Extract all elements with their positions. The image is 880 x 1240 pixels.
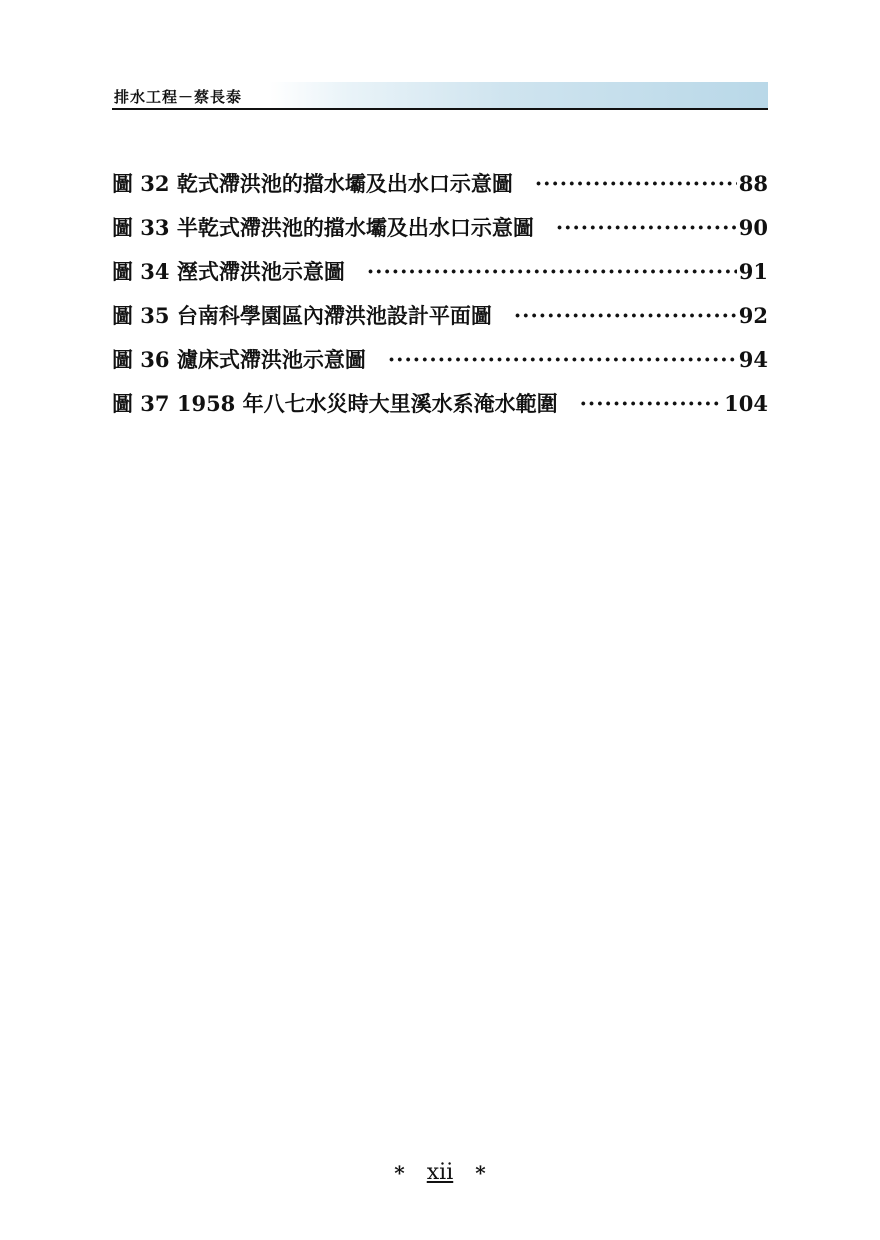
toc-entry-label: 圖 37 1958 年八七水災時大里溪水系淹水範圍 — [112, 391, 558, 416]
toc-entry-page: 92 — [738, 303, 768, 328]
leader-dots — [580, 391, 723, 416]
toc-entry[interactable] — [112, 344, 768, 388]
leader-dots — [367, 259, 737, 284]
toc-entry-label: 圖 34 溼式滯洪池示意圖 — [112, 259, 345, 284]
toc-entry-page: 88 — [738, 171, 768, 196]
footer-star-right: * — [475, 1160, 486, 1185]
toc-entry[interactable] — [112, 168, 768, 212]
leader-dots — [535, 171, 737, 196]
toc-entry-label: 圖 36 濾床式滯洪池示意圖 — [112, 347, 366, 372]
toc-entry[interactable] — [112, 212, 768, 256]
page-footer — [0, 1160, 880, 1185]
toc-entry-page: 90 — [738, 215, 768, 240]
toc-entry-label: 圖 33 半乾式滯洪池的擋水壩及出水口示意圖 — [112, 215, 534, 240]
running-header — [112, 82, 768, 110]
toc-entry[interactable] — [112, 300, 768, 344]
toc-entry[interactable] — [112, 256, 768, 300]
toc-entry-page: 104 — [724, 391, 768, 416]
toc-entry-label: 圖 35 台南科學園區內滯洪池設計平面圖 — [112, 303, 492, 328]
toc-entry-page: 94 — [738, 347, 768, 372]
leader-dots — [514, 303, 737, 328]
leader-dots — [556, 215, 737, 240]
toc-entry-label: 圖 32 乾式滯洪池的擋水壩及出水口示意圖 — [112, 171, 513, 196]
leader-dots — [388, 347, 737, 372]
toc-entry[interactable] — [112, 388, 768, 432]
footer-star-left: * — [394, 1160, 405, 1185]
list-of-figures — [112, 168, 768, 432]
header-title: 排水工程－蔡長泰 — [114, 88, 243, 106]
toc-entry-page: 91 — [738, 259, 768, 284]
page-number: xii — [426, 1160, 454, 1185]
